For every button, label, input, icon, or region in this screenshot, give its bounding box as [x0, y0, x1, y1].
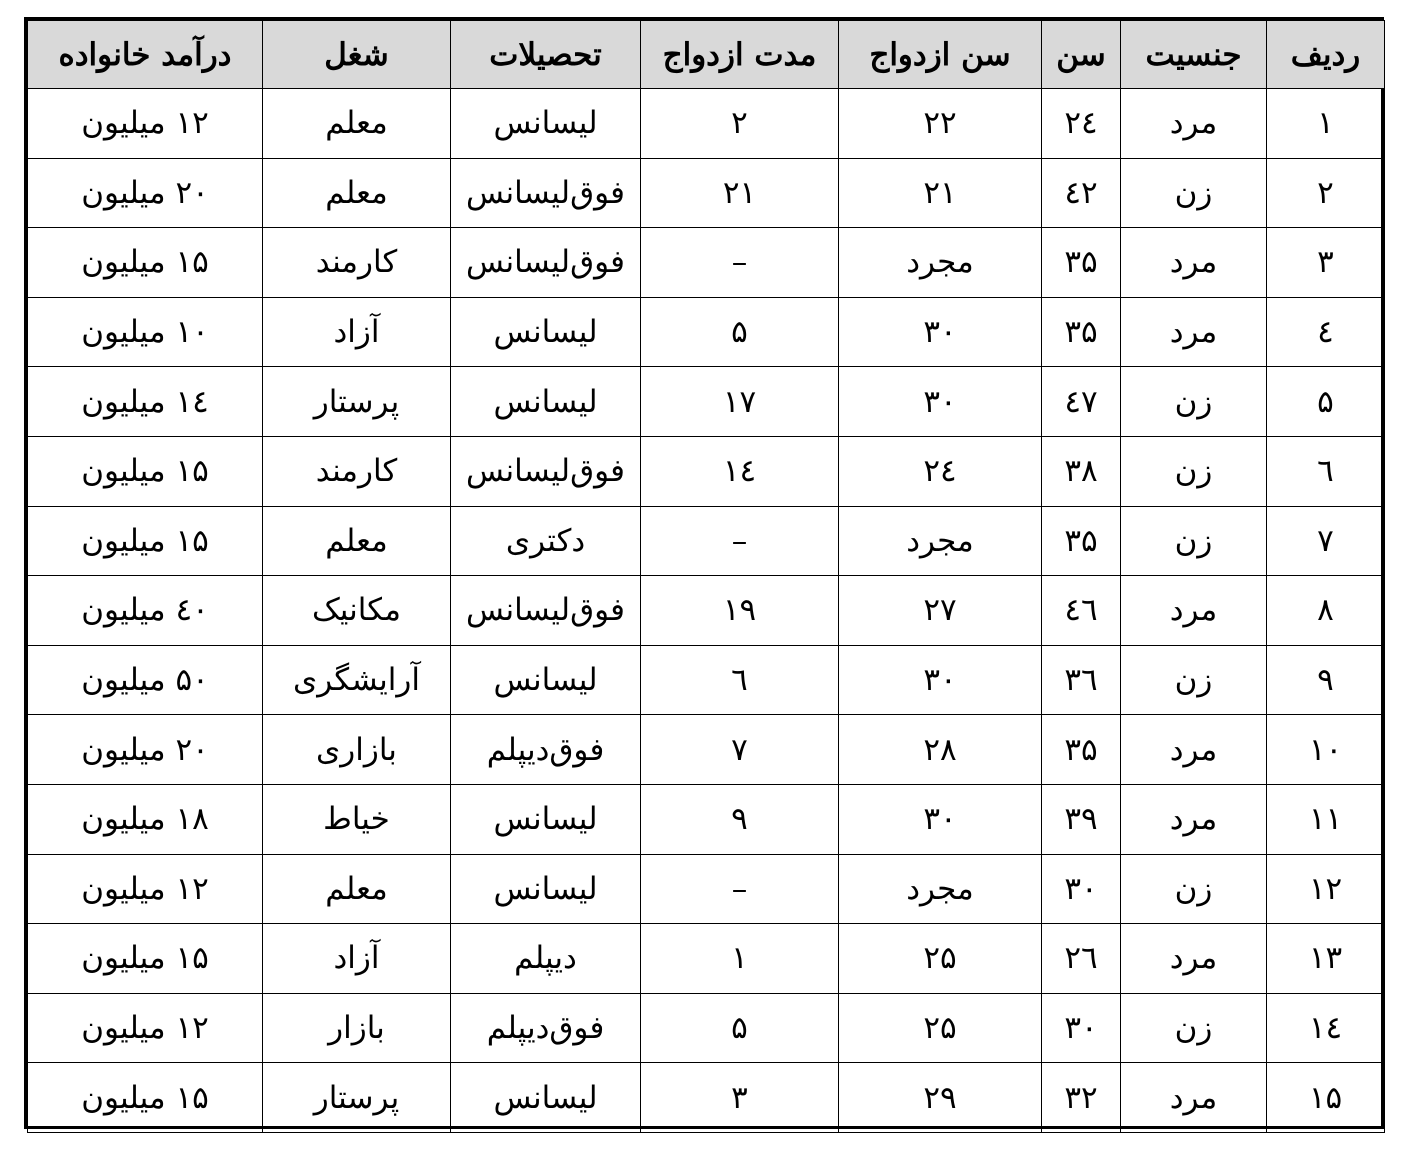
cell-family-income: ۲۰ میلیون [28, 158, 263, 228]
cell-family-income: ۱۵ میلیون [28, 924, 263, 994]
cell-marriage-duration: ۷ [641, 715, 839, 785]
cell-marriage-age: ۳۰ [839, 784, 1042, 854]
cell-occupation: آزاد [263, 297, 451, 367]
cell-education: لیسانس [451, 367, 641, 437]
cell-marriage-duration: ۵ [641, 297, 839, 367]
table-row [28, 228, 1385, 298]
cell-education: لیسانس [451, 89, 641, 159]
cell-gender: زن [1121, 854, 1267, 924]
cell-age: ۳٦ [1042, 645, 1121, 715]
table-row [28, 297, 1385, 367]
cell-education: فوق‌دیپلم [451, 993, 641, 1063]
cell-age: ۳۵ [1042, 506, 1121, 576]
cell-gender: زن [1121, 436, 1267, 506]
cell-marriage-duration: – [641, 506, 839, 576]
cell-row-number: ۱۳ [1267, 924, 1385, 994]
cell-row-number: ۱۲ [1267, 854, 1385, 924]
cell-education: فوق‌لیسانس [451, 576, 641, 646]
cell-gender: مرد [1121, 576, 1267, 646]
data-table [27, 20, 1385, 1133]
cell-gender: مرد [1121, 784, 1267, 854]
cell-marriage-duration: – [641, 228, 839, 298]
cell-family-income: ٤۰ میلیون [28, 576, 263, 646]
cell-family-income: ۱۲ میلیون [28, 993, 263, 1063]
cell-marriage-age: مجرد [839, 506, 1042, 576]
cell-education: لیسانس [451, 854, 641, 924]
cell-marriage-duration: – [641, 854, 839, 924]
cell-occupation: خیاط [263, 784, 451, 854]
cell-family-income: ۱٤ میلیون [28, 367, 263, 437]
data-table-container [24, 17, 1384, 1129]
cell-row-number: ٦ [1267, 436, 1385, 506]
cell-marriage-age: ۳۰ [839, 367, 1042, 437]
cell-age: ۳۹ [1042, 784, 1121, 854]
cell-occupation: آرایشگری [263, 645, 451, 715]
cell-education: لیسانس [451, 297, 641, 367]
table-row [28, 784, 1385, 854]
cell-occupation: بازار [263, 993, 451, 1063]
cell-family-income: ۱۸ میلیون [28, 784, 263, 854]
cell-occupation: معلم [263, 854, 451, 924]
cell-row-number: ۱٤ [1267, 993, 1385, 1063]
cell-gender: مرد [1121, 89, 1267, 159]
cell-family-income: ۱۵ میلیون [28, 1063, 263, 1133]
cell-age: ۳۰ [1042, 854, 1121, 924]
cell-occupation: بازاری [263, 715, 451, 785]
cell-marriage-age: ۲۷ [839, 576, 1042, 646]
cell-marriage-duration: ۹ [641, 784, 839, 854]
cell-gender: مرد [1121, 1063, 1267, 1133]
cell-education: دیپلم [451, 924, 641, 994]
cell-occupation: معلم [263, 506, 451, 576]
cell-gender: زن [1121, 993, 1267, 1063]
table-row [28, 89, 1385, 159]
cell-marriage-duration: ٦ [641, 645, 839, 715]
cell-family-income: ۱۵ میلیون [28, 506, 263, 576]
table-row [28, 854, 1385, 924]
cell-marriage-duration: ۳ [641, 1063, 839, 1133]
cell-marriage-age: ۲۲ [839, 89, 1042, 159]
cell-marriage-age: ۲۵ [839, 924, 1042, 994]
cell-age: ٤۷ [1042, 367, 1121, 437]
cell-age: ۳۵ [1042, 228, 1121, 298]
cell-marriage-duration: ۲۱ [641, 158, 839, 228]
cell-gender: زن [1121, 506, 1267, 576]
table-row [28, 436, 1385, 506]
cell-family-income: ۱۲ میلیون [28, 89, 263, 159]
table-row [28, 367, 1385, 437]
header-family-income: درآمد خانواده [28, 21, 263, 89]
table-row [28, 576, 1385, 646]
header-marriage-age: سن ازدواج [839, 21, 1042, 89]
cell-row-number: ۹ [1267, 645, 1385, 715]
table-row [28, 924, 1385, 994]
cell-family-income: ۱۰ میلیون [28, 297, 263, 367]
cell-family-income: ۱۵ میلیون [28, 228, 263, 298]
cell-row-number: ۱۱ [1267, 784, 1385, 854]
cell-row-number: ٤ [1267, 297, 1385, 367]
cell-marriage-age: ۳۰ [839, 645, 1042, 715]
table-row [28, 158, 1385, 228]
cell-row-number: ۸ [1267, 576, 1385, 646]
cell-age: ۳۸ [1042, 436, 1121, 506]
cell-occupation: پرستار [263, 1063, 451, 1133]
header-age: سن [1042, 21, 1121, 89]
cell-row-number: ۷ [1267, 506, 1385, 576]
cell-marriage-age: مجرد [839, 854, 1042, 924]
table-row [28, 715, 1385, 785]
cell-marriage-age: ۲۹ [839, 1063, 1042, 1133]
header-marriage-duration: مدت ازدواج [641, 21, 839, 89]
cell-marriage-age: ۲۵ [839, 993, 1042, 1063]
cell-occupation: کارمند [263, 436, 451, 506]
cell-marriage-duration: ۱٤ [641, 436, 839, 506]
cell-marriage-duration: ۲ [641, 89, 839, 159]
cell-age: ۲٤ [1042, 89, 1121, 159]
cell-age: ۳۲ [1042, 1063, 1121, 1133]
table-header-row [28, 21, 1385, 89]
cell-gender: زن [1121, 645, 1267, 715]
cell-family-income: ۱۵ میلیون [28, 436, 263, 506]
table-row [28, 993, 1385, 1063]
cell-gender: مرد [1121, 297, 1267, 367]
cell-gender: زن [1121, 367, 1267, 437]
header-gender: جنسیت [1121, 21, 1267, 89]
cell-occupation: آزاد [263, 924, 451, 994]
cell-family-income: ۱۲ میلیون [28, 854, 263, 924]
cell-education: فوق‌لیسانس [451, 158, 641, 228]
table-row [28, 506, 1385, 576]
cell-age: ۳۵ [1042, 297, 1121, 367]
cell-gender: مرد [1121, 715, 1267, 785]
cell-education: لیسانس [451, 784, 641, 854]
cell-age: ۳۰ [1042, 993, 1121, 1063]
table-row [28, 1063, 1385, 1133]
cell-age: ۳۵ [1042, 715, 1121, 785]
header-occupation: شغل [263, 21, 451, 89]
cell-marriage-age: مجرد [839, 228, 1042, 298]
cell-marriage-duration: ۱۹ [641, 576, 839, 646]
cell-occupation: مکانیک [263, 576, 451, 646]
cell-education: فوق‌لیسانس [451, 228, 641, 298]
cell-family-income: ۲۰ میلیون [28, 715, 263, 785]
cell-education: فوق‌دیپلم [451, 715, 641, 785]
table-row [28, 645, 1385, 715]
cell-marriage-duration: ۵ [641, 993, 839, 1063]
cell-education: لیسانس [451, 645, 641, 715]
cell-row-number: ۵ [1267, 367, 1385, 437]
cell-marriage-duration: ۱ [641, 924, 839, 994]
header-row-number: ردیف [1267, 21, 1385, 89]
cell-gender: زن [1121, 158, 1267, 228]
cell-age: ٤۲ [1042, 158, 1121, 228]
cell-row-number: ۱۵ [1267, 1063, 1385, 1133]
cell-occupation: پرستار [263, 367, 451, 437]
cell-gender: مرد [1121, 228, 1267, 298]
cell-family-income: ۵۰ میلیون [28, 645, 263, 715]
header-education: تحصیلات [451, 21, 641, 89]
cell-occupation: معلم [263, 158, 451, 228]
cell-age: ٤٦ [1042, 576, 1121, 646]
cell-education: دکتری [451, 506, 641, 576]
cell-age: ۲٦ [1042, 924, 1121, 994]
cell-marriage-age: ۲۸ [839, 715, 1042, 785]
cell-row-number: ۱ [1267, 89, 1385, 159]
cell-gender: مرد [1121, 924, 1267, 994]
cell-occupation: کارمند [263, 228, 451, 298]
cell-education: لیسانس [451, 1063, 641, 1133]
cell-row-number: ۳ [1267, 228, 1385, 298]
cell-row-number: ۱۰ [1267, 715, 1385, 785]
cell-occupation: معلم [263, 89, 451, 159]
table-body [28, 89, 1385, 1133]
cell-row-number: ۲ [1267, 158, 1385, 228]
cell-marriage-age: ۲۱ [839, 158, 1042, 228]
cell-education: فوق‌لیسانس [451, 436, 641, 506]
cell-marriage-age: ۲٤ [839, 436, 1042, 506]
cell-marriage-age: ۳۰ [839, 297, 1042, 367]
cell-marriage-duration: ۱۷ [641, 367, 839, 437]
